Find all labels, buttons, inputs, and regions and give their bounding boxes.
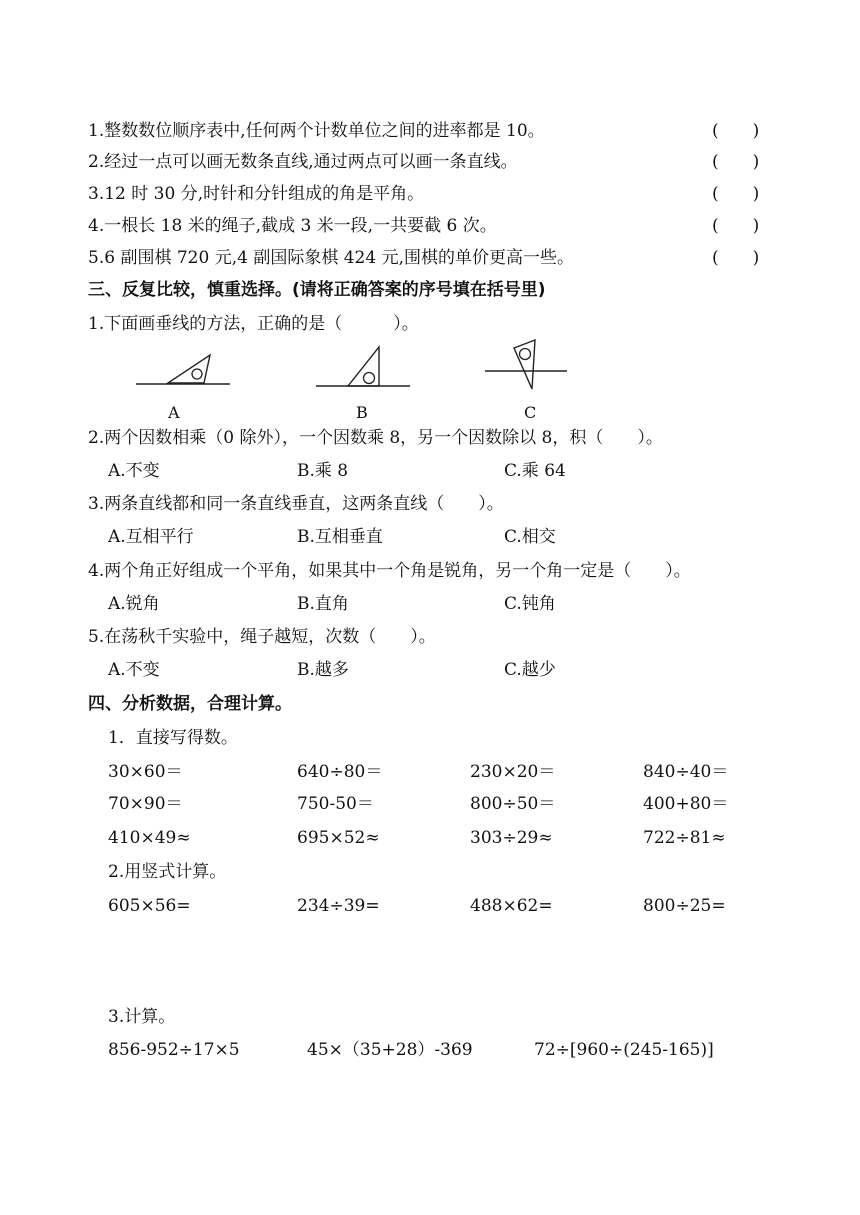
sub-heading-calc: 3.计算。 (108, 1007, 176, 1027)
q3-option-a[interactable]: A.互相平行 (108, 527, 194, 547)
choice-q5: 5.在荡秋千实验中，绳子越短，次数（ ）。 (88, 627, 436, 647)
judge-answer-5[interactable]: ( ) (712, 248, 760, 268)
judge-item-4: 4.一根长 18 米的绳子,截成 3 米一段,一共要截 6 次。 (88, 216, 497, 236)
oral-calc-item: 303÷29≈ (470, 828, 553, 848)
judge-answer-3[interactable]: ( ) (712, 184, 760, 204)
q2-option-a[interactable]: A.不变 (108, 461, 160, 481)
judge-answer-1[interactable]: ( ) (712, 121, 760, 141)
choice-q2: 2.两个因数相乘（0 除外），一个因数乘 8，另一个因数除以 8，积（ ）。 (88, 428, 663, 448)
q2-option-c[interactable]: C.乘 64 (504, 461, 566, 481)
vertical-calc-item: 234÷39= (297, 896, 380, 916)
mixed-calc-item: 856-952÷17×5 (108, 1040, 240, 1060)
oral-calc-item: 230×20＝ (470, 762, 556, 782)
vertical-calc-item: 488×62= (470, 896, 553, 916)
judge-answer-4[interactable]: ( ) (712, 216, 760, 236)
q3-option-c[interactable]: C.相交 (504, 527, 556, 547)
q5-option-c[interactable]: C.越少 (504, 660, 556, 680)
judge-answer-2[interactable]: ( ) (712, 152, 760, 172)
oral-calc-item: 750-50＝ (297, 794, 374, 814)
oral-calc-item: 800÷50＝ (470, 794, 556, 814)
q2-option-b[interactable]: B.乘 8 (297, 461, 349, 481)
figure-a-triangle-ruler (136, 342, 236, 392)
mixed-calc-item: 45×（35+28）-369 (307, 1040, 473, 1060)
q4-option-a[interactable]: A.锐角 (108, 594, 160, 614)
figure-c-label[interactable]: C (524, 403, 537, 422)
q3-option-b[interactable]: B.互相垂直 (297, 527, 383, 547)
oral-calc-item: 30×60＝ (108, 762, 183, 782)
judge-item-3: 3.12 时 30 分,时针和分针组成的角是平角。 (88, 184, 425, 204)
figure-c-triangle-ruler (485, 338, 575, 394)
choice-q1: 1.下面画垂线的方法，正确的是（ ）。 (88, 314, 419, 334)
oral-calc-item: 70×90＝ (108, 794, 183, 814)
sub-heading-vertical: 2.用竖式计算。 (108, 862, 227, 882)
vertical-calc-item: 800÷25= (643, 896, 726, 916)
figure-b-triangle-ruler (316, 342, 416, 392)
judge-item-1: 1.整数数位顺序表中,任何两个计数单位之间的进率都是 10。 (88, 121, 545, 141)
oral-calc-item: 695×52≈ (297, 828, 380, 848)
figure-b-label[interactable]: B (356, 403, 368, 422)
section-4-heading: 四、分析数据，合理计算。 (88, 694, 292, 714)
q4-option-c[interactable]: C.钝角 (504, 594, 556, 614)
judge-item-2: 2.经过一点可以画无数条直线,通过两点可以画一条直线。 (88, 152, 518, 172)
choice-q3: 3.两条直线都和同一条直线垂直，这两条直线（ ）。 (88, 494, 504, 514)
q4-option-b[interactable]: B.直角 (297, 594, 349, 614)
figure-a-label[interactable]: A (168, 403, 180, 422)
choice-q4: 4.两个角正好组成一个平角，如果其中一个角是锐角，另一个角一定是（ ）。 (88, 561, 691, 581)
q5-option-b[interactable]: B.越多 (297, 660, 349, 680)
oral-calc-item: 410×49≈ (108, 828, 191, 848)
section-3-heading: 三、反复比较，慎重选择。(请将正确答案的序号填在括号里) (88, 280, 546, 300)
mixed-calc-item: 72÷[960÷(245-165)] (534, 1040, 714, 1060)
oral-calc-item: 840÷40＝ (643, 762, 729, 782)
sub-heading-oral: 1．直接写得数。 (108, 728, 238, 748)
judge-item-5: 5.6 副围棋 720 元,4 副国际象棋 424 元,围棋的单价更高一些。 (88, 248, 574, 268)
oral-calc-item: 640÷80＝ (297, 762, 383, 782)
vertical-calc-item: 605×56= (108, 896, 191, 916)
oral-calc-item: 722÷81≈ (643, 828, 726, 848)
oral-calc-item: 400+80＝ (643, 794, 729, 814)
q5-option-a[interactable]: A.不变 (108, 660, 160, 680)
